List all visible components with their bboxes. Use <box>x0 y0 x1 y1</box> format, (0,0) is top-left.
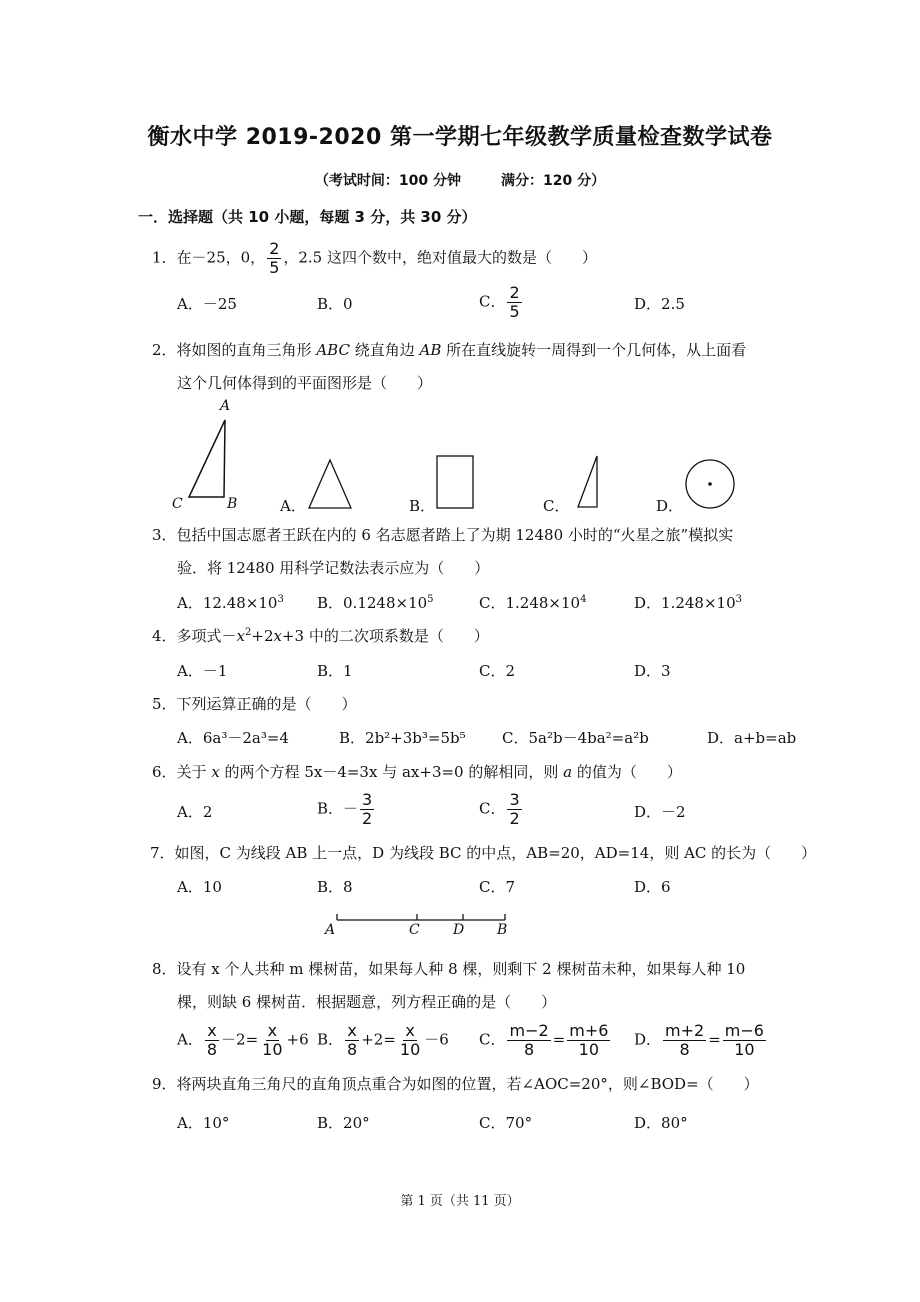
q8-option-c: C． $\frac{m-2}{8}$ = $\frac{m+6}{10}$ <box>479 1021 609 1059</box>
segment-label-c: C <box>409 922 420 938</box>
q8-option-b: B． $\frac{x}{8}$ +2= $\frac{x}{10}$ －6 <box>317 1021 449 1059</box>
q2-option-c: C． <box>543 497 570 515</box>
question-4-stem: 4．多项式$-x^2+2x+3$ 中的二次项系数是（ ） <box>152 627 489 645</box>
q3-option-b: B．$0.1248\times 10^5$ <box>317 594 434 612</box>
q7-option-a: A．10 <box>177 878 222 896</box>
q8-option-d: D． $\frac{m+2}{8}$ = $\frac{m-6}{10}$ <box>634 1021 764 1059</box>
fraction: $\frac{2}{5}$ <box>269 239 280 277</box>
q9-option-c: C．70° <box>479 1114 533 1132</box>
question-3-stem-line2: 验．将 12480 用科学记数法表示应为（ ） <box>177 559 490 577</box>
q6-option-d: D．－2 <box>634 803 686 821</box>
question-5-stem: 5．下列运算正确的是（ ） <box>152 695 357 713</box>
exam-score: 满分：120 分） <box>501 173 606 189</box>
question-6-stem: 6．关于 x 的两个方程 5x－4=3x 与 ax+3=0 的解相同，则 a 的值为（ ） <box>152 763 682 781</box>
question-1-stem: 1．在－25，0， $\frac{2}{5}$ ，2.5 这四个数中，绝对值最大的数是（ ） <box>152 239 598 277</box>
segment-label-d: D <box>453 922 465 938</box>
q4-option-b: B．1 <box>317 662 353 680</box>
q7-option-b: B．8 <box>317 878 353 896</box>
q4-option-d: D．3 <box>634 662 671 680</box>
q9-option-b: B．20° <box>317 1114 370 1132</box>
q5-option-c: C．5a²b－4ba²=a²b <box>502 729 649 747</box>
fig-label-c: C <box>172 496 183 512</box>
fig-label-b: B <box>227 496 238 512</box>
q6-option-b: B．－ $\frac{3}{2}$ <box>317 790 373 828</box>
q7-option-d: D．6 <box>634 878 671 896</box>
q6-option-c: C． $\frac{3}{2}$ <box>479 790 520 828</box>
q3-option-d: D．$1.248\times 10^3$ <box>634 594 742 612</box>
q6-option-a: A．2 <box>177 803 213 821</box>
question-8-stem-line2: 棵，则缺 6 棵树苗．根据题意，列方程正确的是（ ） <box>177 993 557 1011</box>
question-7-stem: 7．如图，C 为线段 AB 上一点，D 为线段 BC 的中点，AB=20，AD=14，则 AC 的长为（ ） <box>150 844 817 862</box>
q7-option-c: C．7 <box>479 878 516 896</box>
q5-option-a: A．6a³－2a³=4 <box>177 729 289 747</box>
q4-option-c: C．2 <box>479 662 516 680</box>
q9-option-a: A．10° <box>177 1114 230 1132</box>
right-triangle-figure <box>189 420 225 497</box>
q4-option-a: A．－1 <box>177 662 228 680</box>
option-b-rectangle <box>437 456 473 508</box>
q3-option-a: A．$12.48\times 10^3$ <box>177 594 284 612</box>
q1-option-b: B．0 <box>317 295 353 313</box>
q1-option-a: A．－25 <box>177 295 237 313</box>
exam-time: （考试时间：100 分钟 <box>314 173 461 189</box>
q8-option-a: A． $\frac{x}{8}$ －2= $\frac{x}{10}$ +6 <box>177 1021 309 1059</box>
page-title: 衡水中学 2019-2020 第一学期七年级教学质量检查数学试卷 <box>147 125 773 150</box>
question-2-stem-line2: 这个几何体得到的平面图形是（ ） <box>177 374 433 392</box>
q5-option-d: D．a+b=ab <box>707 729 797 747</box>
question-9-stem: 9．将两块直角三角尺的直角顶点重合为如图的位置，若∠AOC=20°，则∠BOD=（ ） <box>152 1075 759 1093</box>
q1-option-c: C． $\frac{2}{5}$ <box>479 283 520 321</box>
segment-label-b: B <box>497 922 508 938</box>
option-a-triangle <box>309 460 351 508</box>
segment-label-a: A <box>325 922 336 938</box>
fig-label-a: A <box>220 398 231 414</box>
option-c-right-triangle <box>578 456 597 507</box>
question-8-stem-line1: 8．设有 x 个人共种 m 棵树苗，如果每人种 8 棵，则剩下 2 棵树苗未种，如果每人种 10 <box>152 960 746 978</box>
q5-option-b: B．2b²+3b³=5b⁵ <box>339 729 466 747</box>
question-2-stem-line1: 2．将如图的直角三角形 ABC 绕直角边 AB 所在直线旋转一周得到一个几何体，从上面看 <box>152 341 747 359</box>
q2-option-b: B． <box>409 497 436 515</box>
q2-option-a: A． <box>280 497 306 515</box>
q1-option-d: D．2.5 <box>634 295 685 313</box>
option-d-center <box>708 482 712 486</box>
q3-option-c: C．$1.248\times 10^4$ <box>479 594 587 612</box>
q9-option-d: D．80° <box>634 1114 688 1132</box>
question-3-stem-line1: 3．包括中国志愿者王跃在内的 6 名志愿者踏上了为期 12480 小时的“火星之旅”模拟实 <box>152 526 734 544</box>
page-footer: 第 1 页（共 11 页） <box>400 1194 520 1209</box>
section-heading: 一．选择题（共 10 小题，每题 3 分，共 30 分） <box>138 208 477 226</box>
q2-option-d: D． <box>656 497 684 515</box>
